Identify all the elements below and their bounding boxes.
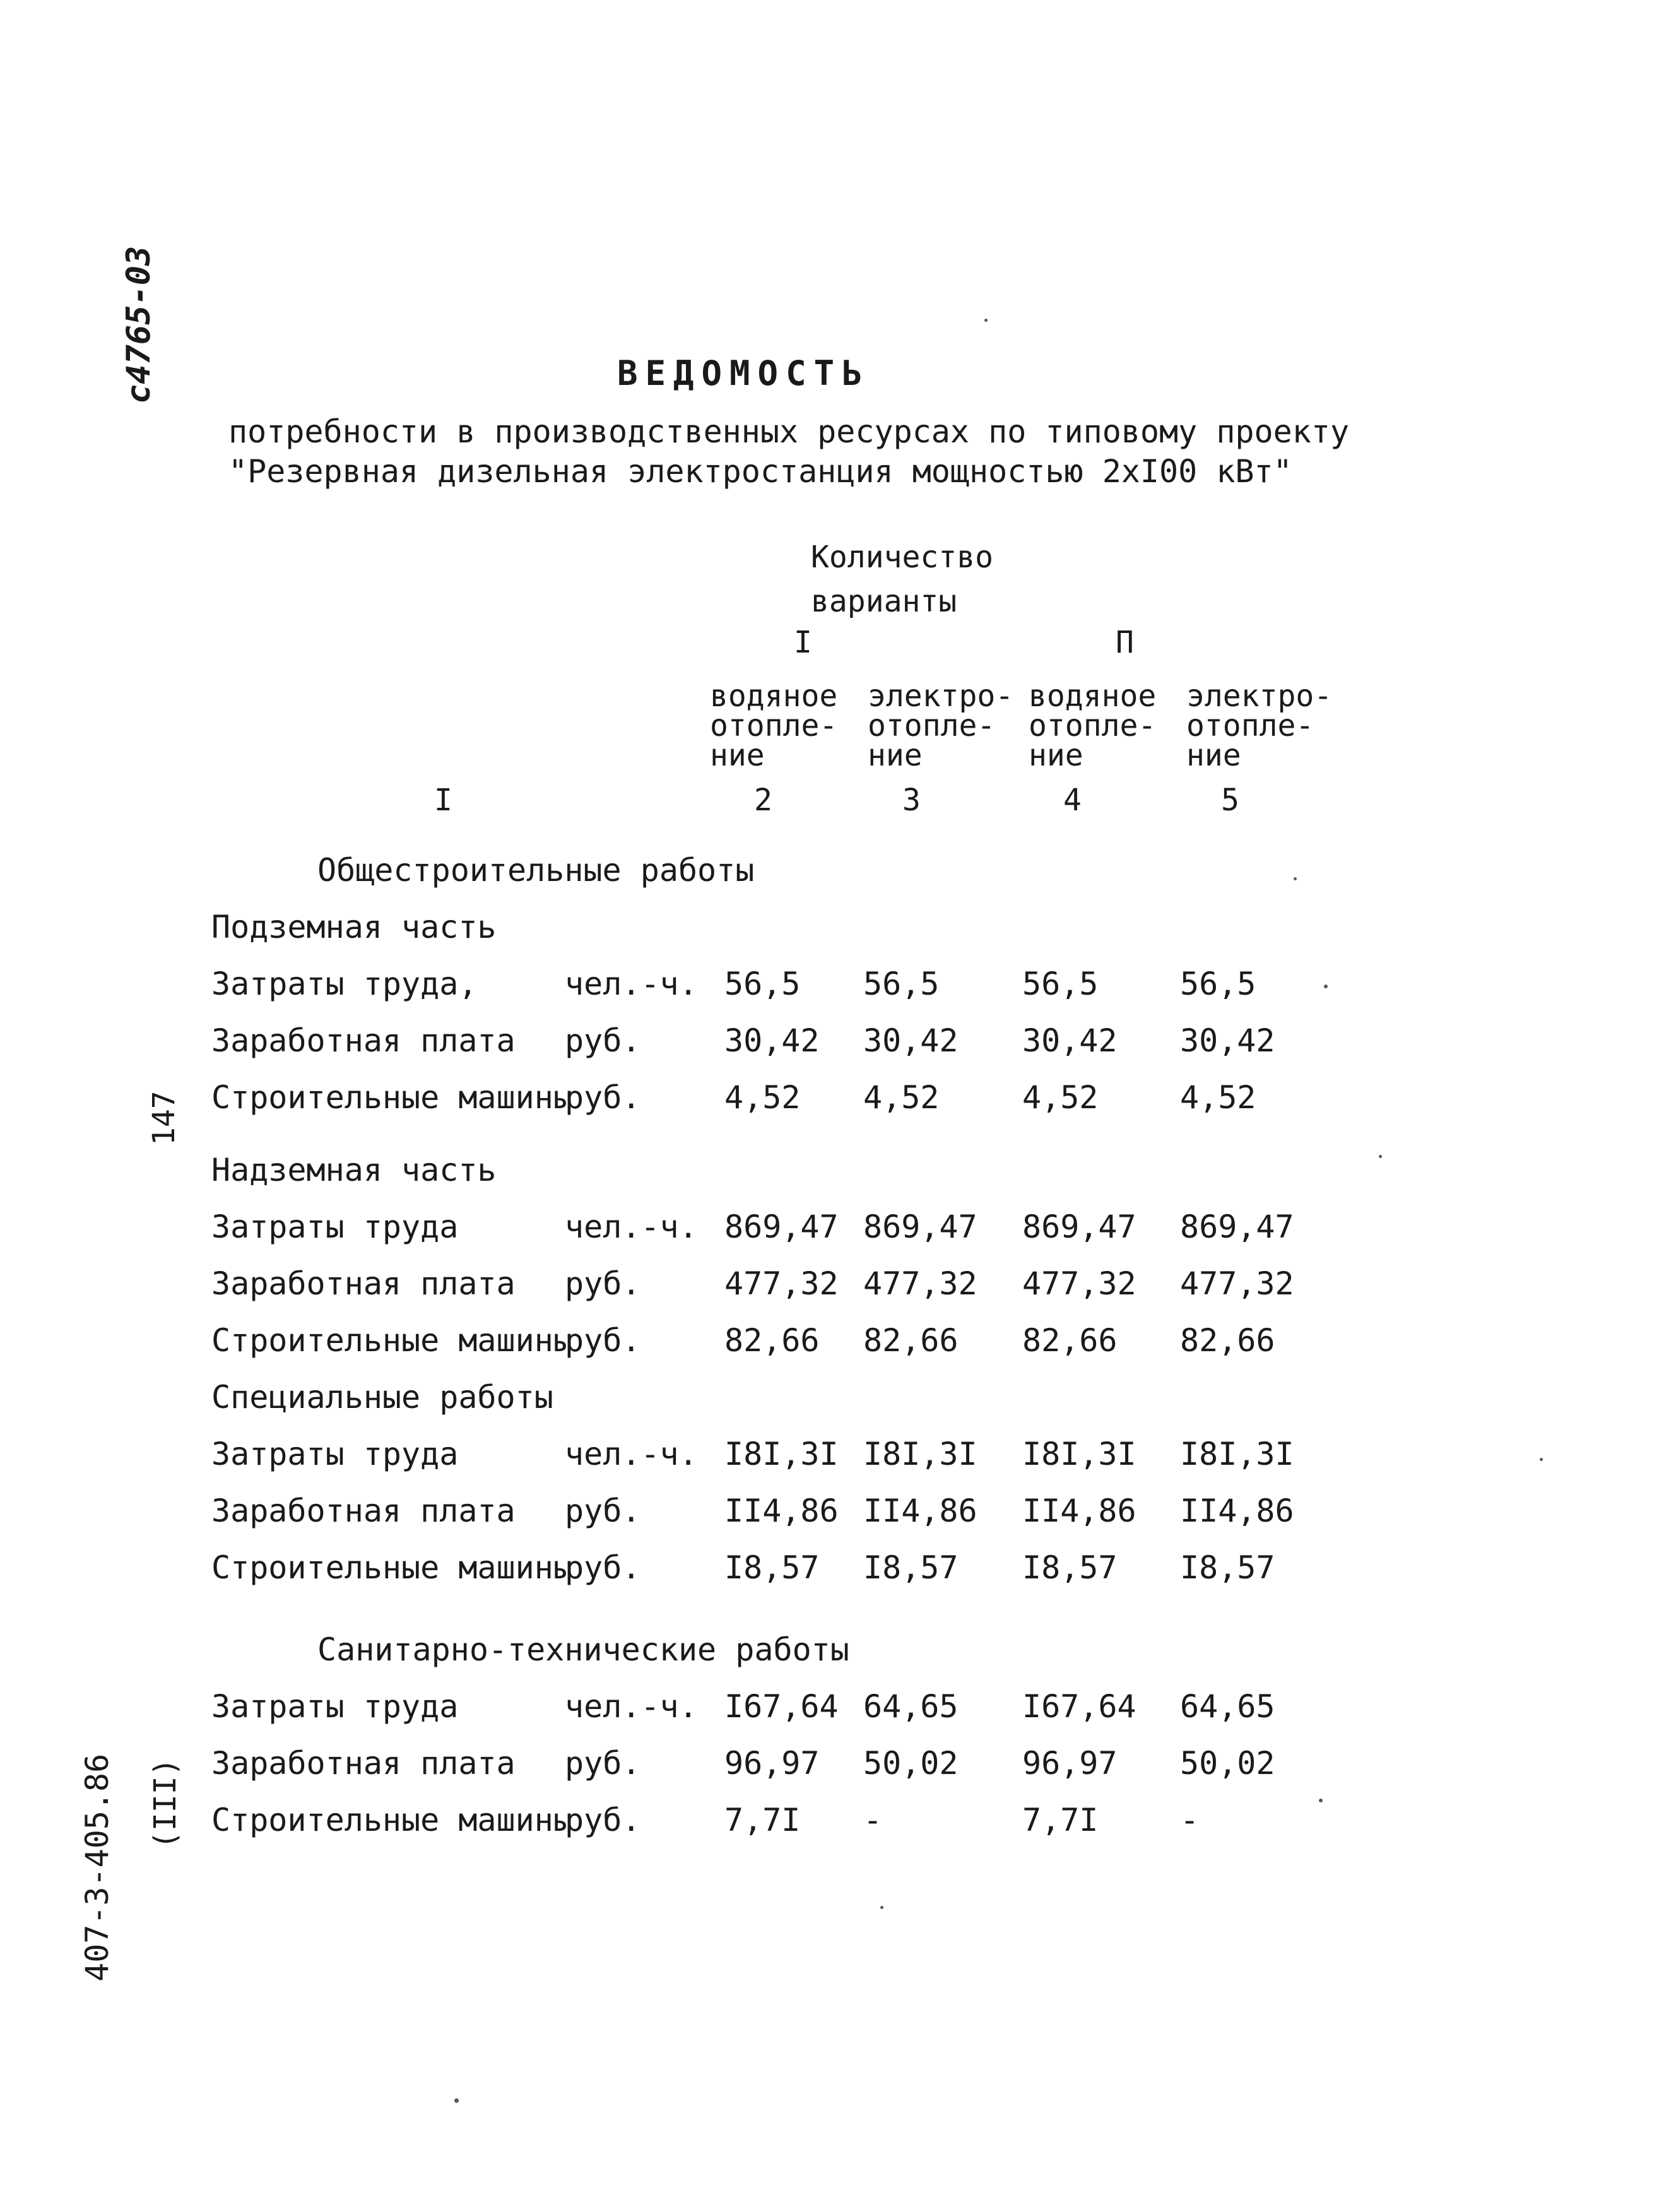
row-value: I8,57 (724, 1549, 820, 1586)
row-value: - (1180, 1802, 1200, 1838)
document-subtitle-line2: "Резервная дизельная электростанция мощностью 2хI00 кВт" (228, 453, 1292, 490)
header-variants: варианты (811, 584, 957, 619)
row-value: 56,5 (1180, 966, 1256, 1002)
column-number: 4 (1063, 783, 1082, 818)
row-value: 50,02 (863, 1745, 959, 1782)
subsection-title: Подземная часть (211, 909, 497, 945)
row-label: Заработная плата (211, 1493, 516, 1529)
heating-type-header-line: отопле- (1186, 708, 1314, 743)
row-unit: чел.-ч. (565, 1688, 698, 1725)
row-value: 869,47 (1022, 1209, 1136, 1245)
heating-type-header-line: ние (868, 738, 923, 773)
row-value: 30,42 (1022, 1022, 1118, 1059)
row-label: Затраты труда (211, 1436, 459, 1472)
subsection-title: Специальные работы (211, 1379, 553, 1416)
row-value: 4,52 (1022, 1079, 1099, 1116)
row-value: 30,42 (1180, 1022, 1275, 1059)
row-value: I8I,3I (1180, 1436, 1294, 1472)
row-unit: руб. (565, 1265, 641, 1302)
row-unit: руб. (565, 1745, 641, 1782)
scan-speck (454, 2098, 459, 2103)
header-variant-2: П (1116, 625, 1134, 660)
section-title: Санитарно-технические работы (317, 1631, 849, 1668)
row-value: I8,57 (863, 1549, 959, 1586)
row-value: I8,57 (1180, 1549, 1275, 1586)
heating-type-header-line: электро- (1186, 678, 1333, 714)
row-value: 477,32 (1022, 1265, 1136, 1302)
row-label: Затраты труда (211, 1688, 459, 1725)
row-unit: руб. (565, 1022, 641, 1059)
row-unit: руб. (565, 1802, 641, 1838)
row-value: 96,97 (1022, 1745, 1118, 1782)
row-label: Заработная плата (211, 1745, 516, 1782)
row-value: 82,66 (1022, 1322, 1118, 1359)
scan-speck (1319, 1799, 1323, 1802)
row-value: 7,7I (724, 1802, 801, 1838)
page-number: 147 (146, 1091, 182, 1145)
row-value: 30,42 (724, 1022, 820, 1059)
row-value: 4,52 (863, 1079, 940, 1116)
heating-type-header-line: ние (1186, 738, 1241, 773)
row-value: 96,97 (724, 1745, 820, 1782)
scan-speck (1324, 985, 1328, 988)
heating-type-header-line: отопле- (710, 708, 838, 743)
row-value: 4,52 (1180, 1079, 1256, 1116)
document-title: ВЕДОМОСТЬ (617, 353, 870, 393)
row-value: 869,47 (863, 1209, 977, 1245)
row-value: 82,66 (724, 1322, 820, 1359)
document-subtitle-line1: потребности в производственных ресурсах по типовому проекту (228, 413, 1350, 450)
row-value: - (863, 1802, 883, 1838)
archive-code: c4765-03 (120, 245, 158, 404)
row-label: Строительные машины (211, 1079, 572, 1116)
row-value: 56,5 (724, 966, 801, 1002)
row-label: Затраты труда (211, 1209, 459, 1245)
row-value: 477,32 (863, 1265, 977, 1302)
row-label: Строительные машины (211, 1802, 572, 1838)
row-label: Затраты труда, (211, 966, 478, 1002)
heating-type-header-line: отопле- (868, 708, 996, 743)
row-label: Заработная плата (211, 1265, 516, 1302)
row-value: I8I,3I (724, 1436, 839, 1472)
row-value: II4,86 (1180, 1493, 1294, 1529)
column-number: 3 (902, 783, 921, 818)
row-value: I67,64 (1022, 1688, 1136, 1725)
row-label: Строительные машины (211, 1322, 572, 1359)
row-value: 82,66 (1180, 1322, 1275, 1359)
subsection-title: Надземная часть (211, 1152, 497, 1188)
row-value: 869,47 (1180, 1209, 1294, 1245)
section-title: Общестроительные работы (317, 852, 755, 889)
row-value: II4,86 (724, 1493, 839, 1529)
row-value: 4,52 (724, 1079, 801, 1116)
row-value: II4,86 (1022, 1493, 1136, 1529)
row-value: I8I,3I (1022, 1436, 1136, 1472)
scan-speck (880, 1906, 883, 1909)
row-value: 82,66 (863, 1322, 959, 1359)
column-number: I (434, 783, 452, 818)
scan-speck (984, 319, 988, 322)
row-value: 30,42 (863, 1022, 959, 1059)
row-unit: руб. (565, 1322, 641, 1359)
heating-type-header-line: водяное (1029, 678, 1157, 714)
row-value: 7,7I (1022, 1802, 1099, 1838)
scan-speck (1540, 1458, 1543, 1461)
row-value: 477,32 (1180, 1265, 1294, 1302)
row-value: 477,32 (724, 1265, 839, 1302)
heating-type-header-line: электро- (868, 678, 1014, 714)
row-value: 56,5 (1022, 966, 1099, 1002)
row-unit: руб. (565, 1549, 641, 1586)
row-value: I8I,3I (863, 1436, 977, 1472)
column-number: 2 (754, 783, 772, 818)
row-value: 64,65 (1180, 1688, 1275, 1725)
row-unit: чел.-ч. (565, 1209, 698, 1245)
row-label: Строительные машины (211, 1549, 572, 1586)
row-value: 50,02 (1180, 1745, 1275, 1782)
document-number: 407-3-405.86 (79, 1753, 115, 1982)
row-unit: чел.-ч. (565, 1436, 698, 1472)
row-label: Заработная плата (211, 1022, 516, 1059)
row-value: 869,47 (724, 1209, 839, 1245)
column-number: 5 (1221, 783, 1239, 818)
row-unit: руб. (565, 1493, 641, 1529)
row-unit: чел.-ч. (565, 966, 698, 1002)
scan-speck (1294, 877, 1297, 880)
row-value: I8,57 (1022, 1549, 1118, 1586)
heating-type-header-line: водяное (710, 678, 838, 714)
heating-type-header-line: ние (710, 738, 765, 773)
header-quantity: Количество (811, 540, 993, 575)
heating-type-header-line: отопле- (1029, 708, 1157, 743)
heating-type-header-line: ние (1029, 738, 1083, 773)
row-unit: руб. (565, 1079, 641, 1116)
document-part: (III) (148, 1758, 183, 1849)
row-value: 56,5 (863, 966, 940, 1002)
scan-speck (1379, 1155, 1382, 1158)
header-variant-1: I (794, 625, 812, 660)
row-value: II4,86 (863, 1493, 977, 1529)
row-value: 64,65 (863, 1688, 959, 1725)
row-value: I67,64 (724, 1688, 839, 1725)
